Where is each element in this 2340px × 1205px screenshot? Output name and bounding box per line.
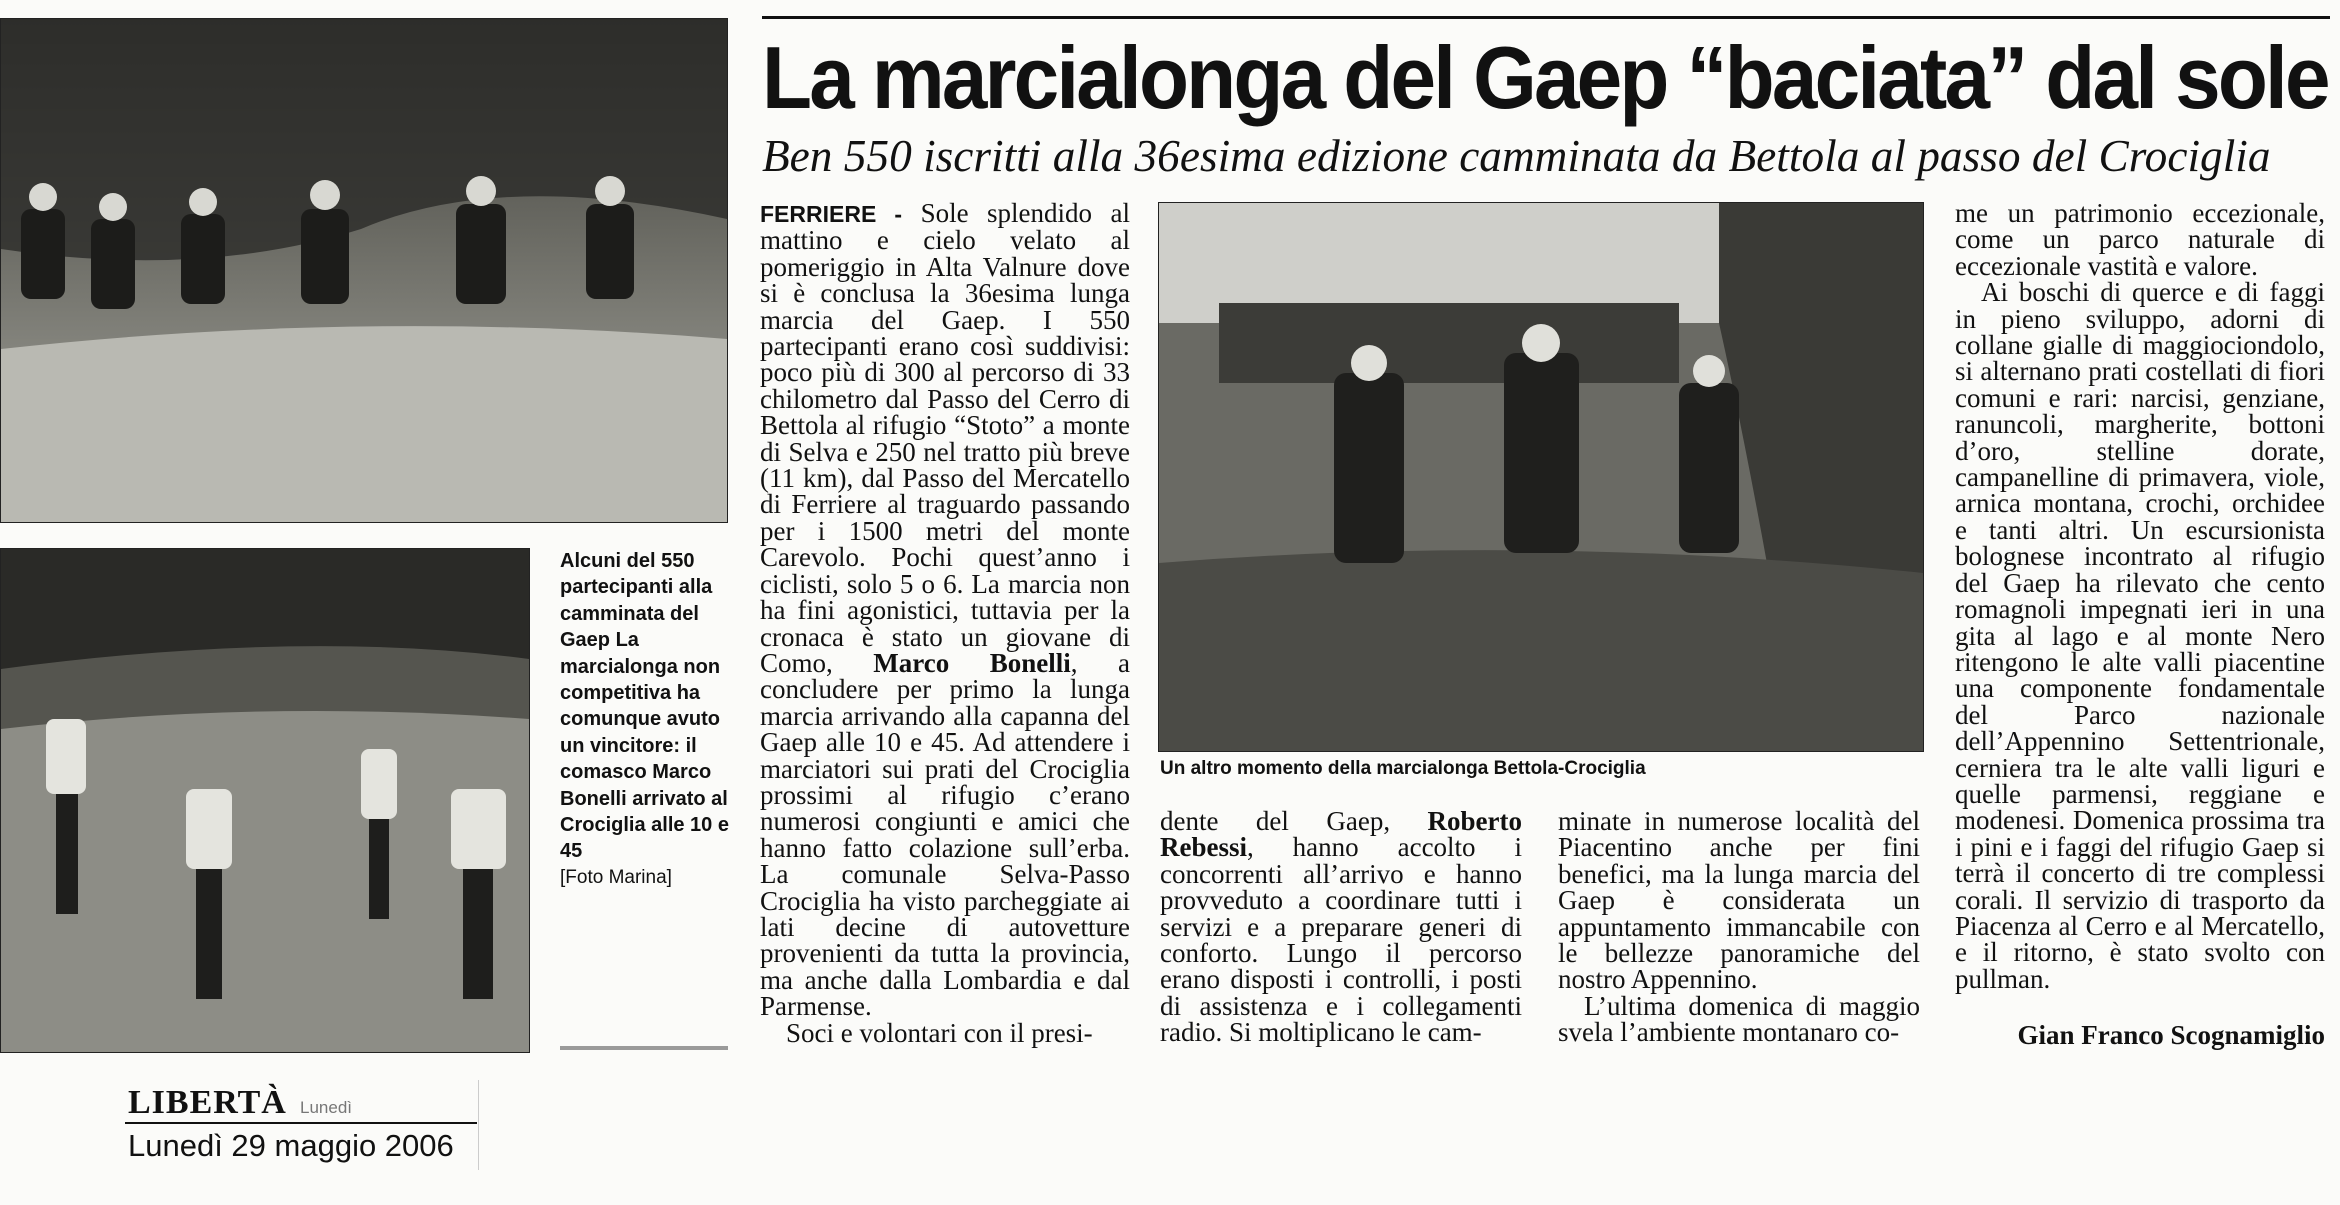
article-paragraph: Ai boschi di querce e di faggi in pieno sviluppo, adorni di collane gialle di maggiociondolo, si alternano prati costellati di fiori comuni e rari: narcisi, genziane, ranuncoli, margherite, bottoni d’oro, stelline dorate, campanelline di primavera, viole, arnica montana, crochi, orchidee e tanti altri. Un escursionista bolognese incontrato al rifugio del Gaep ha rilevato che cento romagnoli impegnati ieri in una gita al lago e al monte Nero ritengono le alte valli piacentine una componente fondamentale del Parco nazionale dell’Appennino Settentrionale, cerniera tra le alte valli liguri e quelle parmensi, reggiane e modenesi. Domenica prossima tra i pini e i faggi del rifugio Gaep si terrà il concerto di tre complessi corali. Il servizio di trasporto da Piacenza al Cerro e al Mercatello, e il ritorno, è stato svolto con pullman. <box>1955 277 2325 994</box>
president-name: Roberto Rebessi <box>1160 806 1522 863</box>
caption-side-text: Alcuni del 550 partecipanti alla camminata del Gaep La marcialonga non competitiva ha comunque avuto un vincitore: il comasco Marco Bonelli arrivato al Crociglia alle 10 e 45 <box>560 550 729 863</box>
article-paragraph: FERRIERE - Sole splendido al mattino e cielo velato al pomeriggio in Alta Valnure dove si è conclusa la 36esima lunga marcia del Gaep. I 550 partecipanti erano così suddivisi: poco più di 300 al percorso di 33 chilometro dal Passo del Cerro di Bettola al rifugio “Stoto” a monte di Selva e 250 nel tratto più breve (11 km), dal Passo del Mercatello di Ferriere al traguardo passando per i 1500 metri del monte Carevolo. Pochi quest’anno i ciclisti, solo 5 o 6. La marcia non ha fini agonistici, tuttavia per la cronaca è stato un giovane di Como, Marco Bonelli, a concludere per primo la lunga marcia arrivando alla capanna del Gaep alle 10 e 45. Ad attendere i marciatori sui prati del Crociglia prossimi al rifugio c’erano numerosi congiunti e amici che hanno fatto colazione sull’erba. La comunale Selva-Passo Crociglia ha visto parcheggiate ai lati decine di autovetture provenienti da tutta la provincia, ma anche dalla Lombardia e dal Parmense. <box>760 198 1131 1022</box>
article-paragraph: dente del Gaep, Roberto Rebessi, hanno accolto i concorrenti all’arrivo e hanno provveduto a coordinare tutti i servizi e a preparare generi di conforto. Lungo il percorso erano disposti i controlli, i posti di assistenza e i collegamenti radio. Si moltiplicano le cam- <box>1160 806 1522 1048</box>
photo-hikers-forest-road <box>0 18 728 523</box>
article-paragraph: me un patrimonio eccezionale, come un parco naturale di eccezionale vastità e valore. <box>1955 198 2325 281</box>
article-column-1 <box>760 200 1130 1046</box>
winner-name: Marco Bonelli <box>873 647 1071 678</box>
masthead-edition: Lunedì <box>300 1098 352 1117</box>
masthead-date: Lunedì 29 maggio 2006 <box>128 1128 454 1163</box>
dateline: FERRIERE - <box>760 201 903 227</box>
article-paragraph: Soci e volontari con il presi- <box>786 1017 1093 1048</box>
subheadline: Ben 550 iscritti alla 36esima edizione camminata da Bettola al passo del Crociglia <box>762 130 2271 181</box>
caption-separator <box>560 1046 728 1050</box>
photo-walkers-with-buses <box>1158 202 1924 752</box>
clipping-edge <box>478 1080 479 1170</box>
article-paragraph: L’ultima domenica di maggio svela l’ambiente montanaro co- <box>1558 990 1920 1048</box>
photo-caption-side <box>560 548 740 891</box>
masthead-name: LIBERTÀ <box>128 1084 287 1121</box>
article-column-4 <box>1955 200 2325 992</box>
article-column-3 <box>1558 808 1920 1046</box>
photo-caption-center: Un altro momento della marcialonga Bettola-Crociglia <box>1160 758 1646 779</box>
headline: La marcialonga del Gaep “baciata” dal sole <box>762 28 2328 127</box>
photo-credit: [Foto Marina] <box>560 866 672 888</box>
article-paragraph: minate in numerose località del Piacentino anche per fini benefici, ma la lunga marcia del Gaep è considerata un appuntamento immancabile con le bellezze panoramiche del nostro Appennino. <box>1558 806 1920 995</box>
photo-runners-trail <box>0 548 530 1053</box>
byline: Gian Franco Scognamiglio <box>2017 1020 2325 1050</box>
headline-rule <box>762 16 2330 19</box>
article-column-2 <box>1160 808 1522 1046</box>
masthead-rule <box>125 1122 477 1124</box>
